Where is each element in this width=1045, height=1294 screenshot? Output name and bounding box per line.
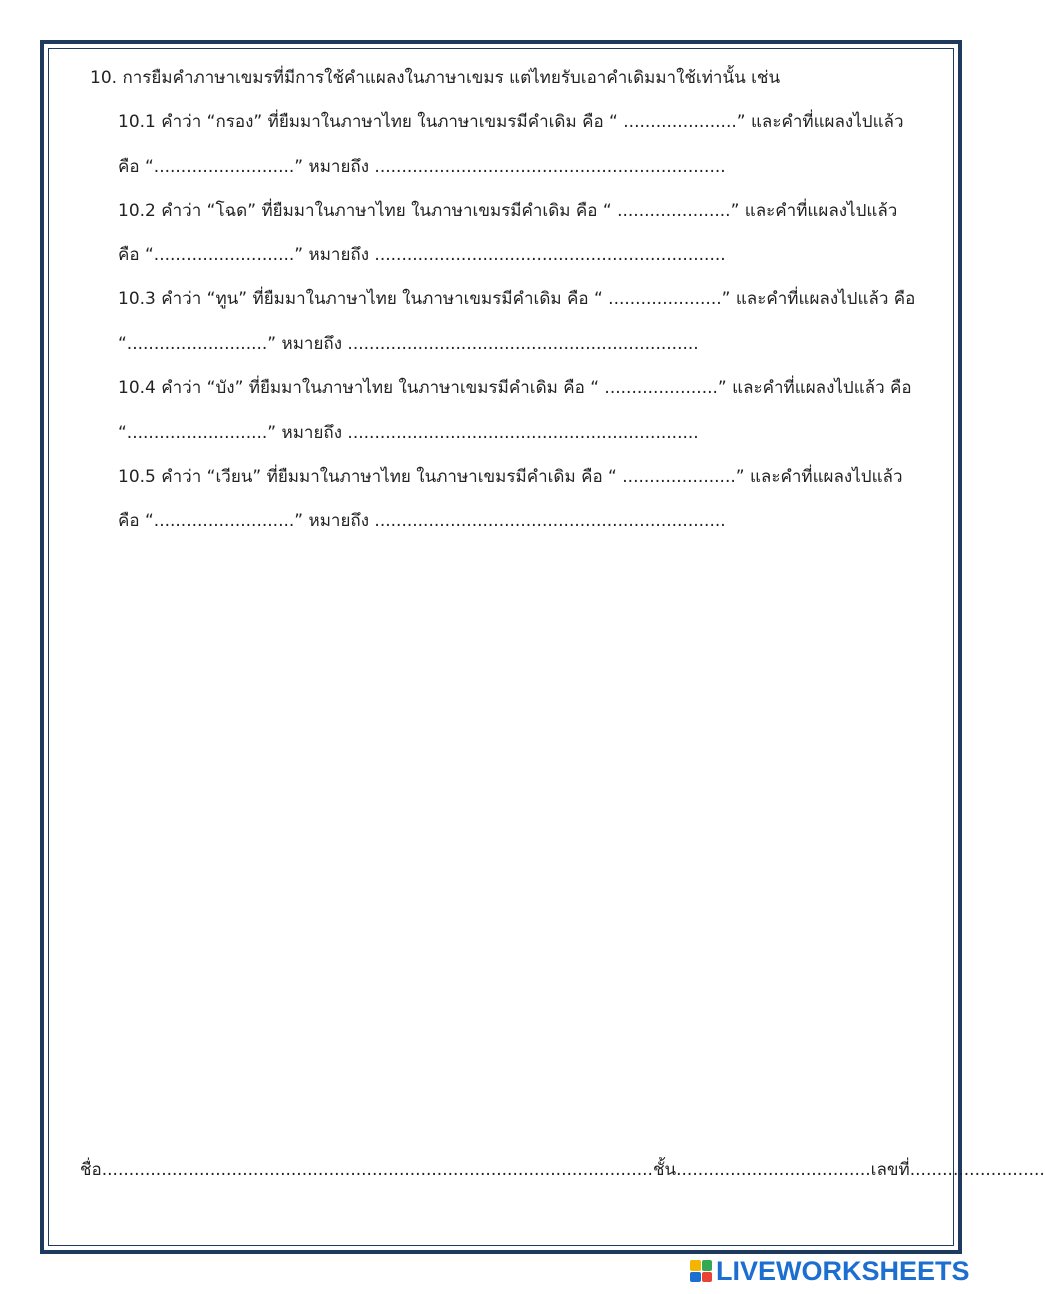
name-field[interactable]: ...................................................................................................... bbox=[101, 1160, 653, 1180]
number-label: เลขที่ bbox=[870, 1160, 910, 1180]
class-field[interactable]: .................................... bbox=[676, 1160, 871, 1180]
item-10-1-line-2: คือ “..........................” หมายถึง ................................................................. bbox=[118, 157, 726, 177]
item-10-5-line-1: 10.5 คำว่า “เวียน” ที่ยืมมาในภาษาไทย ในภาษาเขมรมีคำเดิม คือ “ .....................” และคำที่แผลงไปแล้ว bbox=[118, 467, 903, 487]
item-10-5-line-2: คือ “..........................” หมายถึง ................................................................. bbox=[118, 511, 726, 531]
item-10-1-line-1: 10.1 คำว่า “กรอง” ที่ยืมมาในภาษาไทย ในภาษาเขมรมีคำเดิม คือ “ .....................” และคำที่แผลงไปแล้ว bbox=[118, 112, 904, 132]
page-border-inner bbox=[48, 48, 954, 1246]
item-10-4-line-1: 10.4 คำว่า “บัง” ที่ยืมมาในภาษาไทย ในภาษาเขมรมีคำเดิม คือ “ .....................” และคำที่แผลงไปแล้ว คือ bbox=[118, 378, 912, 398]
liveworksheets-logo-icon bbox=[690, 1260, 712, 1282]
item-10-4-line-2: “..........................” หมายถึง ................................................................. bbox=[118, 423, 699, 443]
number-field[interactable]: ......................... bbox=[909, 1160, 1045, 1180]
item-10-3-line-1: 10.3 คำว่า “ทูน” ที่ยืมมาในภาษาไทย ในภาษาเขมรมีคำเดิม คือ “ .....................” และคำที่แผลงไปแล้ว คือ bbox=[118, 289, 916, 309]
class-label: ชั้น bbox=[652, 1160, 677, 1180]
item-10-3-line-2: “..........................” หมายถึง ................................................................. bbox=[118, 334, 699, 354]
student-info-footer bbox=[80, 1158, 1045, 1182]
question-heading: 10. การยืมคำภาษาเขมรที่มีการใช้คำแผลงในภาษาเขมร แต่ไทยรับเอาคำเดิมมาใช้เท่านั้น เช่น bbox=[90, 68, 781, 88]
brand-name: LIVEWORKSHEETS bbox=[716, 1255, 970, 1286]
item-10-2-line-2: คือ “..........................” หมายถึง ................................................................. bbox=[118, 245, 726, 265]
item-10-2-line-1: 10.2 คำว่า “โฉด” ที่ยืมมาในภาษาไทย ในภาษาเขมรมีคำเดิม คือ “ .....................” และคำที่แผลงไปแล้ว bbox=[118, 201, 898, 221]
liveworksheets-brand bbox=[690, 1256, 970, 1286]
name-label: ชื่อ bbox=[80, 1160, 102, 1180]
